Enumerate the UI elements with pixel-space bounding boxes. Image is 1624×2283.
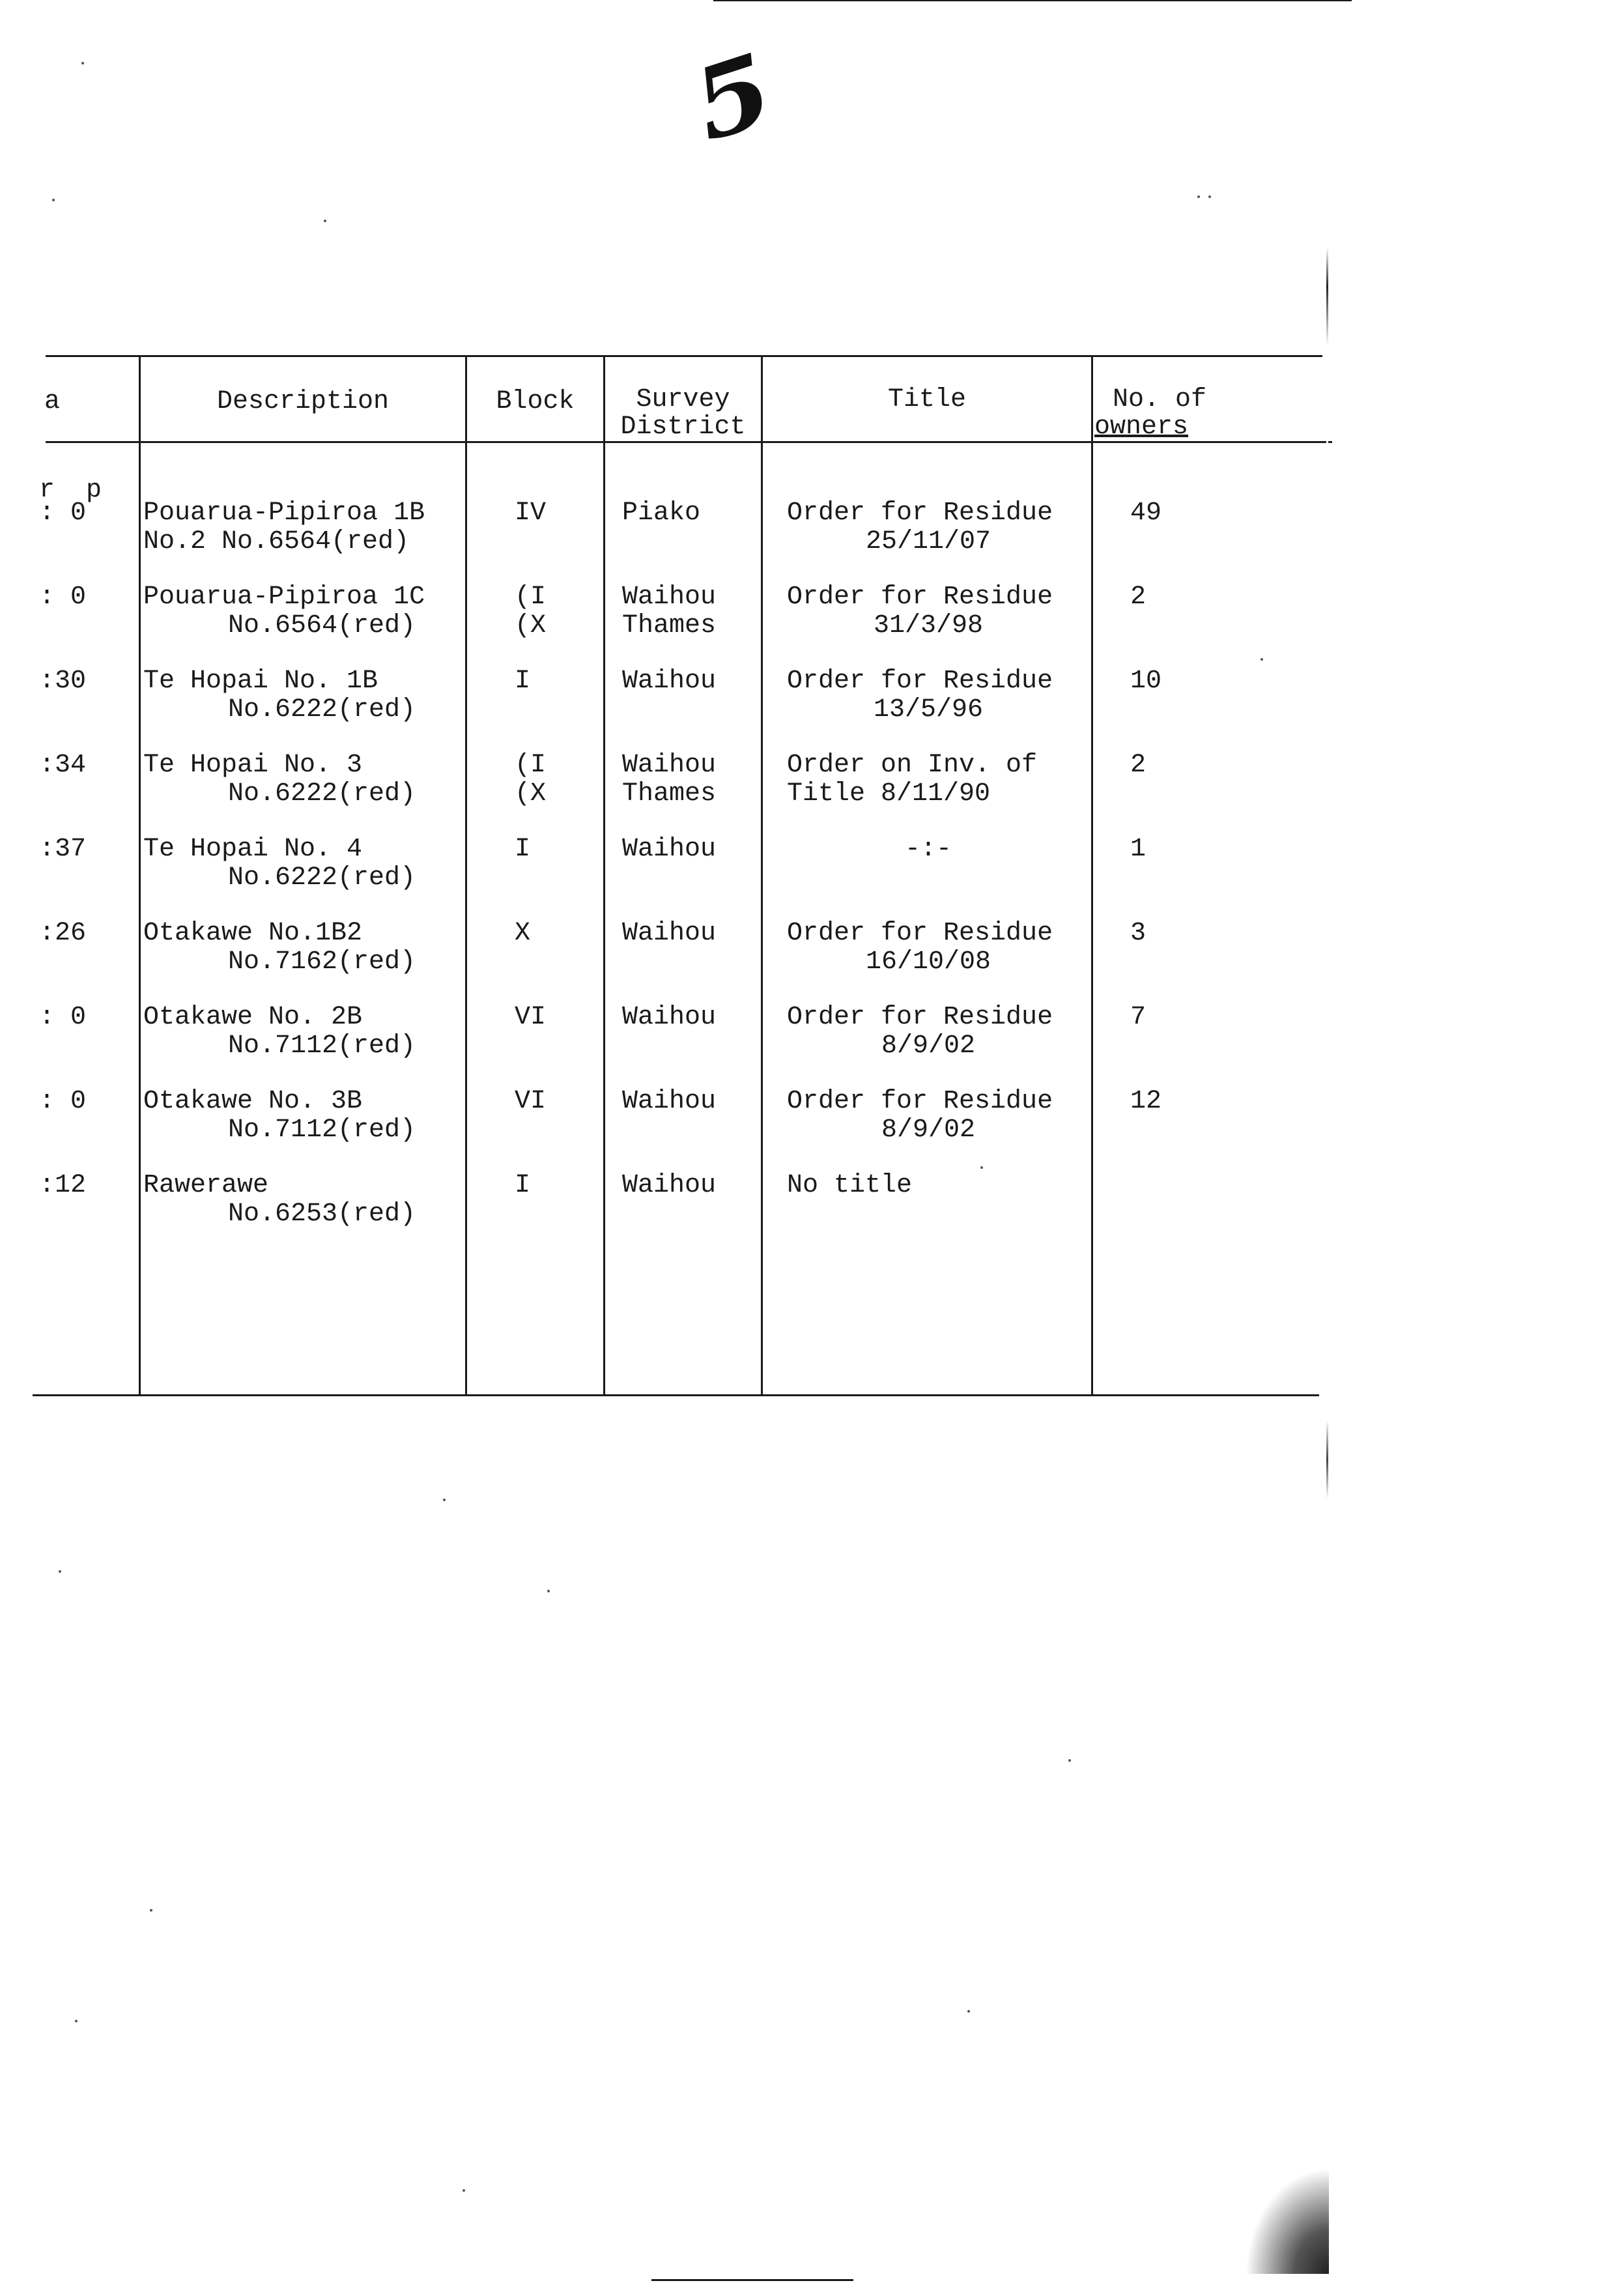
row-block: (X bbox=[515, 611, 547, 640]
row-district: Waihou bbox=[622, 1003, 717, 1032]
row-district: Waihou bbox=[622, 751, 717, 780]
table-top-rule bbox=[46, 355, 1322, 357]
column-divider-5 bbox=[1091, 357, 1093, 1394]
speck bbox=[81, 62, 84, 65]
row-owners: 12 bbox=[1130, 1087, 1162, 1116]
row-description-line: No.6222(red) bbox=[228, 695, 416, 725]
header-title: Title bbox=[887, 385, 967, 414]
row-description-line: Rawerawe bbox=[143, 1171, 269, 1200]
row-block: I bbox=[515, 1171, 531, 1200]
row-title-line: 13/5/96 bbox=[873, 695, 984, 725]
column-divider-1 bbox=[139, 357, 141, 1394]
row-title-line: Order for Residue bbox=[787, 919, 1053, 948]
speck bbox=[1197, 195, 1200, 198]
row-area: :26 bbox=[39, 919, 87, 948]
column-divider-4 bbox=[761, 357, 763, 1394]
top-scan-line bbox=[713, 0, 1352, 1]
speck bbox=[59, 1570, 61, 1573]
row-title-line: Order for Residue bbox=[787, 667, 1053, 696]
row-district: Waihou bbox=[622, 919, 717, 948]
row-title-line: -:- bbox=[904, 835, 952, 864]
row-title-line: Order for Residue bbox=[787, 1087, 1053, 1116]
row-owners: 49 bbox=[1130, 498, 1162, 528]
header-description: Description bbox=[216, 387, 390, 416]
row-description-line: Pouarua-Pipiroa 1B bbox=[143, 498, 425, 528]
row-area: :34 bbox=[39, 751, 87, 780]
row-title-line: 31/3/98 bbox=[873, 611, 984, 640]
row-block: (I bbox=[515, 582, 547, 612]
row-description-line: No.7112(red) bbox=[228, 1031, 416, 1061]
bottom-scan-line bbox=[651, 2279, 853, 2281]
row-description-line: No.6222(red) bbox=[228, 863, 416, 893]
row-description-line: No.7162(red) bbox=[228, 947, 416, 977]
row-description-line: Te Hopai No. 1B bbox=[143, 667, 378, 696]
row-description-line: Otakawe No. 3B bbox=[143, 1087, 363, 1116]
row-area: : 0 bbox=[39, 498, 87, 528]
corner-smudge bbox=[1231, 2150, 1329, 2274]
row-description-line: Pouarua-Pipiroa 1C bbox=[143, 582, 425, 612]
row-district: Waihou bbox=[622, 582, 717, 612]
page-edge-shadow bbox=[1326, 248, 1328, 2202]
header-district: District bbox=[620, 412, 746, 442]
speck bbox=[980, 1166, 983, 1169]
row-district: Piako bbox=[622, 498, 701, 528]
column-divider-2 bbox=[465, 357, 467, 1394]
row-district: Thames bbox=[622, 779, 717, 809]
row-block: VI bbox=[515, 1087, 547, 1116]
row-block: I bbox=[515, 667, 531, 696]
row-description-line: Te Hopai No. 3 bbox=[143, 751, 363, 780]
row-district: Waihou bbox=[622, 1171, 717, 1200]
header-survey: Survey bbox=[636, 385, 730, 414]
row-description-line: Otakawe No.1B2 bbox=[143, 919, 363, 948]
row-block: IV bbox=[515, 498, 547, 528]
area-subheader: r p bbox=[39, 476, 102, 505]
row-owners: 2 bbox=[1130, 751, 1147, 780]
row-description-line: No.7112(red) bbox=[228, 1115, 416, 1145]
header-area: a bbox=[44, 387, 60, 416]
row-description-line: No.6222(red) bbox=[228, 779, 416, 809]
page-number-mark: 5 bbox=[679, 31, 786, 164]
row-description-line: No.6253(red) bbox=[228, 1199, 416, 1229]
speck bbox=[463, 2189, 465, 2192]
row-area: : 0 bbox=[39, 1003, 87, 1032]
row-description-line: Otakawe No. 2B bbox=[143, 1003, 363, 1032]
row-title-line: 8/9/02 bbox=[881, 1115, 976, 1145]
speck bbox=[547, 1590, 550, 1592]
row-title-line: Order for Residue bbox=[787, 498, 1053, 528]
header-owners-bottom: owners bbox=[1094, 412, 1189, 442]
speck bbox=[443, 1499, 446, 1501]
column-divider-3 bbox=[603, 357, 605, 1394]
row-owners: 2 bbox=[1130, 582, 1147, 612]
row-area: : 0 bbox=[39, 1087, 87, 1116]
row-district: Thames bbox=[622, 611, 717, 640]
row-title-line: Order for Residue bbox=[787, 582, 1053, 612]
row-district: Waihou bbox=[622, 835, 717, 864]
row-block: (I bbox=[515, 751, 547, 780]
row-district: Waihou bbox=[622, 1087, 717, 1116]
speck bbox=[75, 2020, 78, 2022]
row-owners: 7 bbox=[1130, 1003, 1147, 1032]
row-block: X bbox=[515, 919, 531, 948]
speck bbox=[150, 1909, 152, 1912]
row-area: :12 bbox=[39, 1171, 87, 1200]
speck bbox=[324, 220, 326, 222]
row-owners: 3 bbox=[1130, 919, 1147, 948]
row-title-line: 8/9/02 bbox=[881, 1031, 976, 1061]
header-owners-top: No. of bbox=[1113, 385, 1207, 414]
speck bbox=[1208, 195, 1211, 198]
row-block: (X bbox=[515, 779, 547, 809]
row-area: :37 bbox=[39, 835, 87, 864]
row-owners: 1 bbox=[1130, 835, 1147, 864]
header-block: Block bbox=[496, 387, 575, 416]
row-description-line: Te Hopai No. 4 bbox=[143, 835, 363, 864]
row-title-line: Order for Residue bbox=[787, 1003, 1053, 1032]
row-title-line: Title 8/11/90 bbox=[787, 779, 991, 809]
row-description-line: No.2 No.6564(red) bbox=[143, 527, 410, 556]
row-owners: 10 bbox=[1130, 667, 1162, 696]
speck bbox=[967, 2010, 970, 2013]
row-area: :30 bbox=[39, 667, 87, 696]
speck bbox=[52, 199, 55, 201]
row-description-line: No.6564(red) bbox=[228, 611, 416, 640]
speck bbox=[1261, 658, 1263, 661]
row-district: Waihou bbox=[622, 667, 717, 696]
row-block: I bbox=[515, 835, 531, 864]
table-bottom-rule bbox=[33, 1394, 1319, 1396]
row-block: VI bbox=[515, 1003, 547, 1032]
row-area: : 0 bbox=[39, 582, 87, 612]
row-title-line: 25/11/07 bbox=[865, 527, 991, 556]
row-title-line: No title bbox=[787, 1171, 913, 1200]
row-title-line: 16/10/08 bbox=[865, 947, 991, 977]
row-title-line: Order on Inv. of bbox=[787, 751, 1038, 780]
speck bbox=[1068, 1759, 1071, 1762]
